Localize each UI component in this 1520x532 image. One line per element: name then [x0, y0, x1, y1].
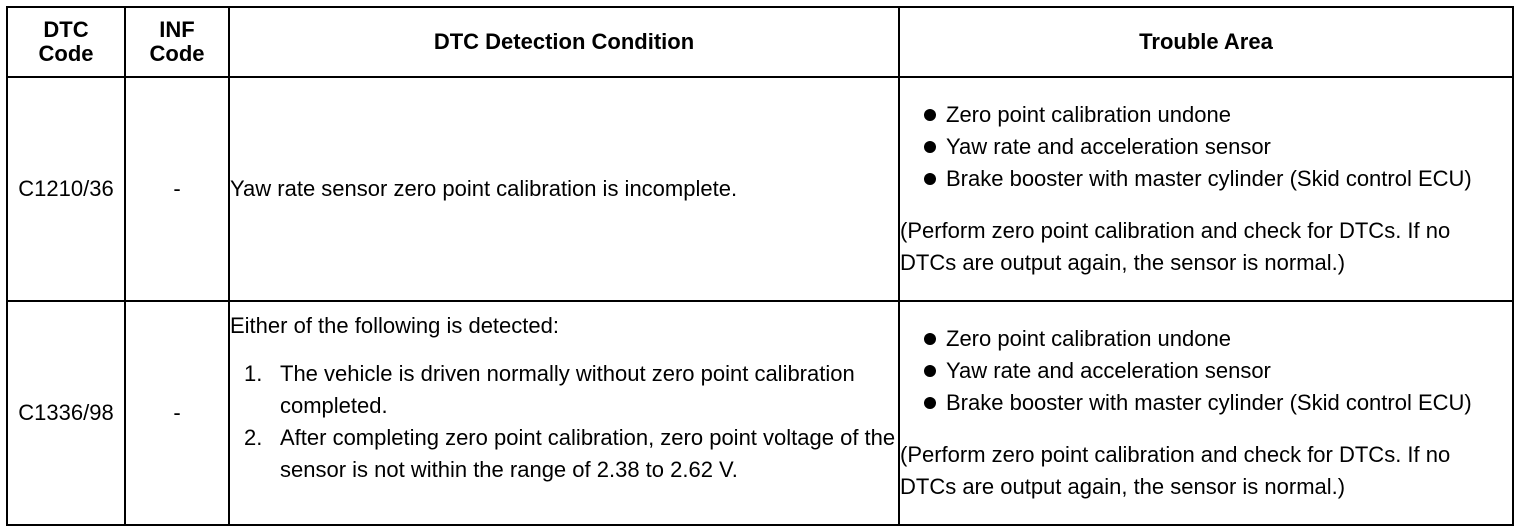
- trouble-area-cell: [899, 77, 1513, 301]
- list-item-text: Brake booster with master cylinder (Skid control ECU): [946, 166, 1472, 191]
- list-item: [900, 355, 1512, 387]
- table-row: [7, 77, 1513, 301]
- list-item: [900, 323, 1512, 355]
- bullet-icon: [924, 365, 936, 377]
- dtc-code-cell: C1210/36: [7, 77, 125, 301]
- header-dtc-code-line2: Code: [38, 41, 94, 66]
- bullet-icon: [924, 109, 936, 121]
- step-text: The vehicle is driven normally without zero point calibration completed.: [280, 361, 855, 418]
- header-inf-code-line2: Code: [149, 41, 205, 66]
- list-item-text: Zero point calibration undone: [946, 102, 1231, 127]
- condition-cell: [229, 301, 899, 525]
- bullet-icon: [924, 173, 936, 185]
- bullet-icon: [924, 397, 936, 409]
- trouble-area-note: (Perform zero point calibration and check for DTCs. If no DTCs are output again, the sensor is normal.): [900, 218, 1451, 275]
- list-item-text: Yaw rate and acceleration sensor: [946, 358, 1271, 383]
- list-item: [900, 387, 1512, 419]
- bullet-icon: [924, 333, 936, 345]
- inf-code-cell: -: [125, 77, 229, 301]
- trouble-area-list: [900, 99, 1512, 195]
- header-condition: DTC Detection Condition: [229, 7, 899, 77]
- list-item: [900, 163, 1512, 195]
- list-item-text: Brake booster with master cylinder (Skid control ECU): [946, 390, 1472, 415]
- inf-code-cell: -: [125, 301, 229, 525]
- list-item-text: Yaw rate and acceleration sensor: [946, 134, 1271, 159]
- table-row: [7, 301, 1513, 525]
- list-item: [230, 422, 898, 486]
- trouble-area-list: [900, 323, 1512, 419]
- dtc-code-cell: C1336/98: [7, 301, 125, 525]
- trouble-area-cell: [899, 301, 1513, 525]
- condition-steps: [230, 358, 898, 486]
- bullet-icon: [924, 141, 936, 153]
- header-trouble-area: Trouble Area: [899, 7, 1513, 77]
- dtc-table: [6, 6, 1514, 526]
- list-item-text: Zero point calibration undone: [946, 326, 1231, 351]
- trouble-area-note: (Perform zero point calibration and check for DTCs. If no DTCs are output again, the sensor is normal.): [900, 442, 1451, 499]
- list-item: [230, 358, 898, 422]
- condition-intro: Either of the following is detected:: [230, 313, 559, 338]
- header-row: [7, 7, 1513, 77]
- header-inf-code-line1: INF: [159, 17, 195, 42]
- list-item: [900, 131, 1512, 163]
- step-number: 2.: [244, 425, 263, 450]
- header-dtc-code-line1: DTC: [43, 17, 89, 42]
- condition-cell: Yaw rate sensor zero point calibration is incomplete.: [229, 77, 899, 301]
- header-inf-code: [125, 7, 229, 77]
- step-text: After completing zero point calibration, zero point voltage of the sensor is not within the range of 2.38 to 2.62 V.: [280, 425, 896, 482]
- header-dtc-code: [7, 7, 125, 77]
- step-number: 1.: [244, 361, 263, 386]
- list-item: [900, 99, 1512, 131]
